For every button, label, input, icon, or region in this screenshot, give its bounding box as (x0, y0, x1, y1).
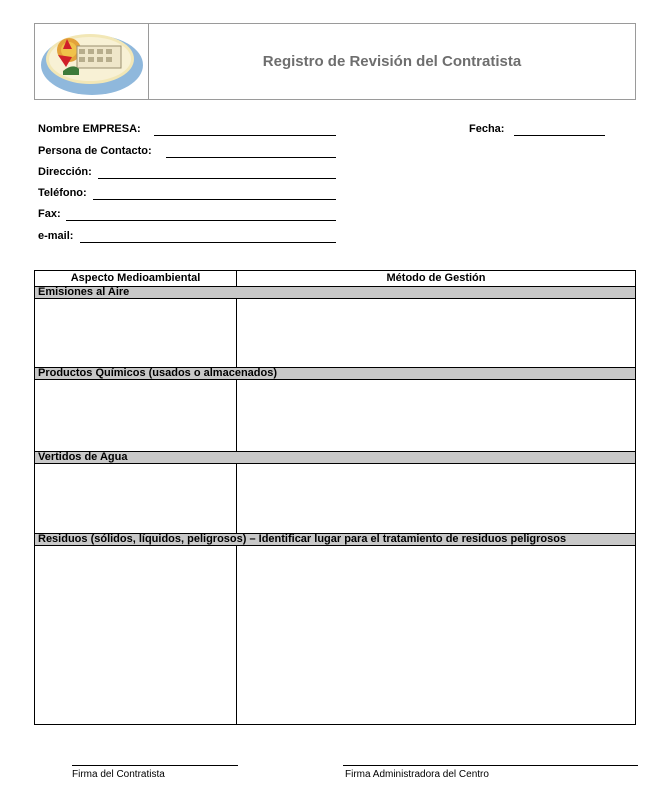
column-divider (236, 380, 237, 451)
company-logo (39, 27, 145, 97)
col-header-aspecto: Aspecto Medioambiental (70, 272, 201, 284)
col-header-metodo: Método de Gestión (386, 272, 486, 284)
contacto-field[interactable] (166, 157, 336, 158)
empresa-label: Nombre EMPRESA: (38, 123, 141, 135)
direccion-field[interactable] (98, 178, 336, 179)
logo-cell (35, 24, 149, 99)
fax-label: Fax: (38, 208, 61, 220)
section-quimicos: Productos Químicos (usados o almacenados) (35, 367, 635, 380)
section-vertidos: Vertidos de Agua (35, 451, 635, 464)
document-title: Registro de Revisión del Contratista (262, 53, 522, 70)
email-field[interactable] (80, 242, 336, 243)
section-residuos: Residuos (sólidos, líquidos, peligrosos) – Identificar lugar para el tratamiento de residuos peligrosos (35, 533, 635, 546)
column-divider (236, 546, 237, 724)
signature-line-contratista[interactable] (72, 765, 238, 766)
fax-field[interactable] (66, 220, 336, 221)
signature-label-contratista: Firma del Contratista (72, 769, 165, 780)
fecha-field[interactable] (514, 135, 605, 136)
document-header (34, 23, 636, 100)
direccion-label: Dirección: (38, 166, 92, 178)
empresa-field[interactable] (154, 135, 336, 136)
contacto-label: Persona de Contacto: (38, 145, 152, 157)
email-label: e-mail: (38, 230, 74, 242)
column-divider (236, 299, 237, 367)
fecha-label: Fecha: (469, 123, 505, 135)
column-divider (236, 271, 237, 286)
column-divider (236, 464, 237, 533)
section-emisiones: Emisiones al Aire (35, 286, 635, 299)
telefono-field[interactable] (93, 199, 336, 200)
telefono-label: Teléfono: (38, 187, 87, 199)
signature-label-administradora: Firma Administradora del Centro (345, 769, 489, 780)
signature-line-administradora[interactable] (343, 765, 638, 766)
aspects-table (34, 270, 636, 725)
